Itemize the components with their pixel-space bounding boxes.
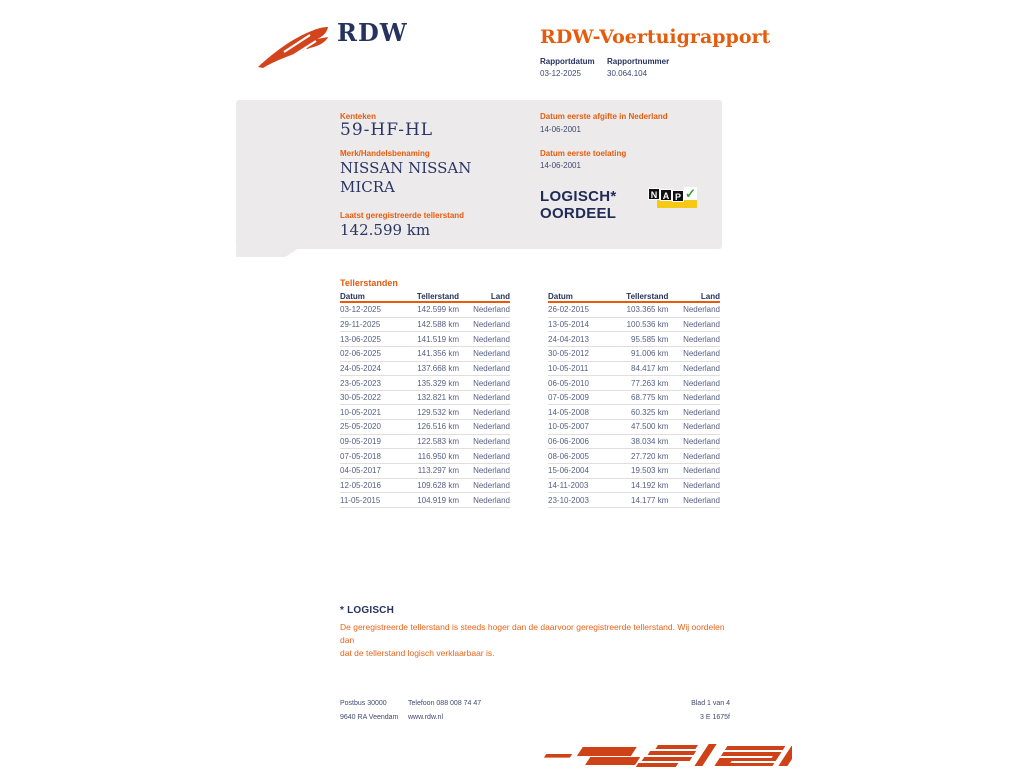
afgifte-label: Datum eerste afgifte in Nederland [540,112,668,121]
cell-tellerstand: 14.177 km [631,495,669,505]
table-row [548,347,720,362]
cell-tellerstand: 95.585 km [631,334,669,344]
column-header-land: Land [490,291,510,301]
cell-datum: 24-04-2013 [548,334,589,344]
table-row [340,303,510,318]
table-row [548,332,720,347]
cell-datum: 13-06-2025 [340,334,381,344]
nap-letter-p: P [672,190,684,202]
footer-address-line1: Postbus 30000 [340,700,387,707]
explanation-line2: dat de tellerstand logisch verklaarbaar is. [340,648,495,658]
cell-tellerstand: 14.192 km [631,481,669,490]
table-row [340,318,510,333]
cell-land: Nederland [683,319,720,329]
left-table-body [340,303,510,508]
cell-tellerstand: 77.263 km [631,378,669,388]
table-row [340,420,510,435]
merk-line1: NISSAN NISSAN [340,159,472,177]
cell-datum: 11-05-2015 [340,495,381,505]
explanation-line1: De geregistreerde tellerstand is steeds hoger dan de daarvoor geregistreerde tellerstand. Wij oordelen dan [340,622,725,645]
cell-datum: 29-11-2025 [340,319,381,329]
cell-tellerstand: 141.519 km [417,334,459,344]
tellerstanden-table-right [548,291,720,508]
cell-datum: 30-05-2012 [548,349,589,359]
nap-logo-icon [648,186,698,212]
cell-land: Nederland [683,466,720,476]
cell-land: Nederland [683,481,720,490]
cell-tellerstand: 135.329 km [417,378,459,388]
cell-land: Nederland [683,437,720,447]
cell-land: Nederland [473,481,510,490]
cell-land: Nederland [473,363,510,373]
report-date-label: Rapportdatum [540,57,595,66]
cell-land: Nederland [683,363,720,373]
cell-tellerstand: 100.536 km [626,319,669,329]
cell-datum: 25-05-2020 [340,422,381,432]
cell-datum: 10-05-2021 [340,407,381,417]
cell-land: Nederland [473,378,510,388]
table-row [548,318,720,333]
cell-land: Nederland [683,334,720,344]
cell-tellerstand: 109.628 km [417,481,459,490]
cell-land: Nederland [683,407,720,417]
cell-datum: 07-05-2018 [340,451,381,461]
table-row [340,493,510,508]
column-header-land: Land [700,291,720,301]
oordeel-badge [540,188,617,222]
table-row [340,464,510,479]
logisch-explanation [340,621,738,660]
tellerstand-value: 142.599 km [340,221,431,239]
logisch-heading: * LOGISCH [340,605,395,616]
cell-tellerstand: 116.950 km [417,451,459,461]
cell-datum: 03-12-2025 [340,305,381,315]
cell-tellerstand: 142.599 km [417,305,459,315]
oordeel-line1: LOGISCH* [540,188,617,205]
cell-land: Nederland [683,393,720,403]
table-row [548,362,720,377]
table-row [340,391,510,406]
table-row [548,420,720,435]
cell-tellerstand: 84.417 km [631,363,669,373]
cell-land: Nederland [473,349,510,359]
cell-datum: 07-05-2009 [548,393,589,403]
cell-tellerstand: 141.356 km [417,349,459,359]
cell-datum: 13-05-2014 [548,319,589,329]
cell-tellerstand: 142.588 km [417,319,459,329]
vehicle-summary-box [236,100,722,249]
summary-box-tab [236,248,299,257]
table-row [548,376,720,391]
table-row [548,449,720,464]
cell-land: Nederland [683,451,720,461]
cell-tellerstand: 91.006 km [631,349,669,359]
table-header [548,291,720,303]
table-row [340,449,510,464]
table-row [340,376,510,391]
cell-tellerstand: 129.532 km [417,407,459,417]
merk-value [340,159,471,197]
kenteken-value: 59-HF-HL [340,120,434,140]
nap-letter-a: A [660,189,672,201]
table-row [548,391,720,406]
table-row [548,479,720,494]
footer-website: www.rdw.nl [408,714,444,721]
table-row [340,347,510,362]
table-row [340,332,510,347]
cell-land: Nederland [473,437,510,447]
cell-datum: 10-05-2007 [548,422,589,432]
table-row [340,362,510,377]
page-title: RDW-Voertuigrapport [540,26,771,48]
table-row [548,435,720,450]
merk-label: Merk/Handelsbenaming [340,149,430,158]
nap-check-icon: ✓ [685,186,696,201]
cell-tellerstand: 27.720 km [631,451,669,461]
cell-land: Nederland [473,407,510,417]
cell-tellerstand: 104.919 km [417,495,459,505]
cell-land: Nederland [683,349,720,359]
table-row [548,405,720,420]
cell-tellerstand: 113.297 km [417,466,459,476]
footer-form-code: 3 E 1675f [700,714,730,721]
cell-datum: 10-05-2011 [548,363,589,373]
footer-graphic [538,742,792,768]
rdw-logo-text: RDW [337,18,408,47]
column-header-tellerstand: Tellerstand [416,291,459,301]
cell-land: Nederland [473,466,510,476]
cell-land: Nederland [683,305,720,315]
cell-datum: 04-05-2017 [340,466,381,476]
cell-datum: 24-05-2024 [340,363,381,373]
tellerstand-label: Laatst geregistreerde tellerstand [340,211,465,220]
cell-land: Nederland [473,422,510,432]
cell-datum: 06-06-2006 [548,437,589,447]
column-header-tellerstand: Tellerstand [626,291,669,301]
table-row [340,435,510,450]
report-number-value: 30.064.104 [607,69,648,78]
kenteken-label: Kenteken [340,112,377,121]
oordeel-line2: OORDEEL [540,205,617,222]
column-header-datum: Datum [548,291,573,301]
tellerstanden-table-left [340,291,510,508]
cell-datum: 26-02-2015 [548,305,589,315]
merk-line2: MICRA [340,178,395,196]
cell-tellerstand: 68.775 km [631,393,669,403]
cell-datum: 12-05-2016 [340,481,381,490]
cell-datum: 30-05-2022 [340,393,381,403]
cell-tellerstand: 132.821 km [417,393,459,403]
cell-datum: 08-06-2005 [548,451,589,461]
cell-tellerstand: 38.034 km [631,437,669,447]
cell-land: Nederland [473,305,510,315]
cell-datum: 02-06-2025 [340,349,381,359]
cell-land: Nederland [683,495,720,505]
nap-letter-n: N [648,188,660,200]
cell-datum: 09-05-2019 [340,437,381,447]
cell-datum: 14-11-2003 [548,481,589,490]
cell-land: Nederland [473,393,510,403]
cell-tellerstand: 103.365 km [626,305,669,315]
cell-datum: 06-05-2010 [548,378,589,388]
cell-tellerstand: 19.503 km [631,466,669,476]
cell-land: Nederland [683,422,720,432]
table-header [340,291,510,303]
footer-phone: Telefoon 088 008 74 47 [408,700,482,707]
cell-tellerstand: 126.516 km [417,422,459,432]
table-row [548,493,720,508]
cell-land: Nederland [683,378,720,388]
column-header-datum: Datum [340,291,365,301]
report-date-value: 03-12-2025 [540,69,581,78]
afgifte-value: 14-06-2001 [540,125,581,134]
cell-tellerstand: 47.500 km [631,422,669,432]
rdw-feather-icon [256,24,332,70]
cell-land: Nederland [473,319,510,329]
right-table-body [548,303,720,508]
cell-tellerstand: 137.668 km [417,363,459,373]
toelating-label: Datum eerste toelating [540,149,627,158]
cell-land: Nederland [473,451,510,461]
cell-datum: 23-10-2003 [548,495,589,505]
tellerstanden-title: Tellerstanden [340,278,398,288]
table-row [340,479,510,494]
report-number-label: Rapportnummer [607,57,670,66]
table-row [548,303,720,318]
cell-tellerstand: 122.583 km [417,437,459,447]
cell-datum: 15-06-2004 [548,466,589,476]
footer-page-indicator: Blad 1 van 4 [691,700,730,707]
cell-datum: 14-05-2008 [548,407,589,417]
cell-tellerstand: 60.325 km [631,407,669,417]
cell-datum: 23-05-2023 [340,378,381,388]
table-row [548,464,720,479]
footer-address-line2: 9640 RA Veendam [340,714,399,721]
cell-land: Nederland [473,334,510,344]
table-row [340,405,510,420]
cell-land: Nederland [473,495,510,505]
toelating-value: 14-06-2001 [540,161,581,170]
